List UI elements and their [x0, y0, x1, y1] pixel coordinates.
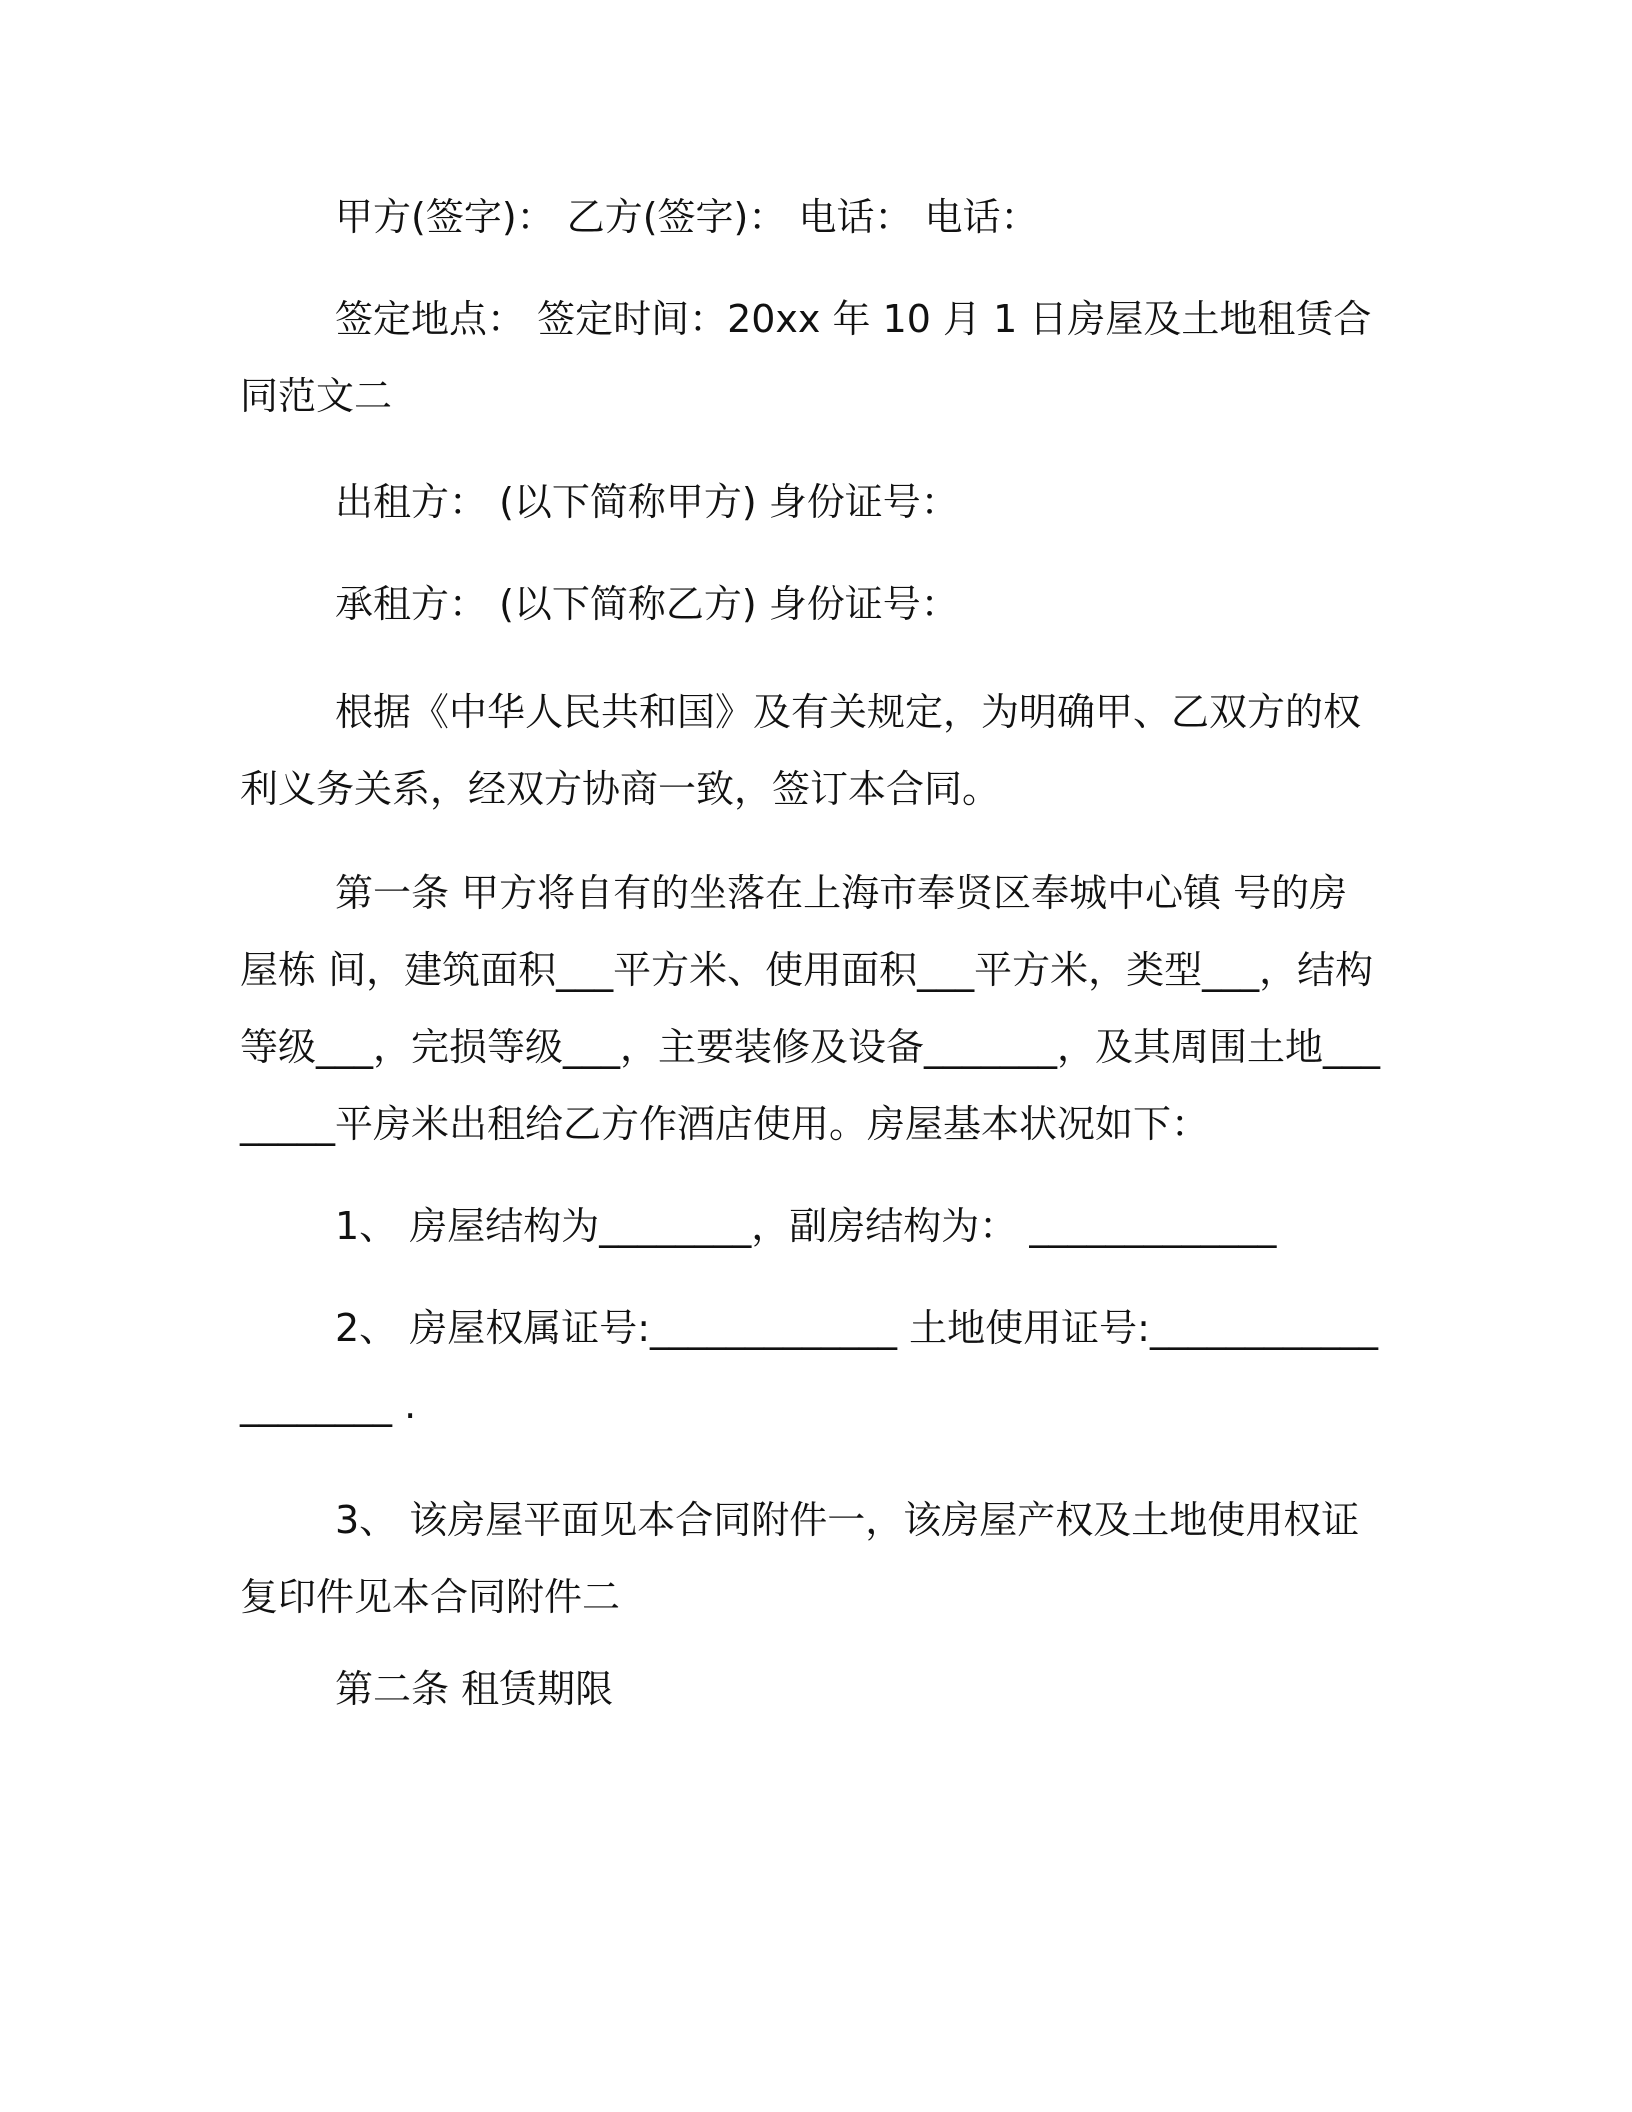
article-one-paragraph: 第一条 甲方将自有的坐落在上海市奉贤区奉城中心镇 号的房屋栋 间，建筑面积___平方米、使用面积___平方米，类型___，结构等级___，完损等级___，主要装修及设备_______，及其周围土地________平房米出租给乙方作酒店使用。房屋基本状况如下： [240, 871, 1381, 1146]
lessor-line: 出租方： (以下简称甲方) 身份证号： [335, 480, 959, 524]
signature-line: 甲方(签字)： 乙方(签字)： 电话： 电话： [335, 195, 1039, 239]
item-two: 2、 房屋权属证号:_____________ 土地使用证号:____________________ . [240, 1306, 1378, 1427]
item-three: 3、 该房屋平面见本合同附件一，该房屋产权及土地使用权证复印件见本合同附件二 [240, 1498, 1360, 1619]
preamble-paragraph: 根据《中华人民共和国》及有关规定，为明确甲、乙双方的权利义务关系，经双方协商一致，签订本合同。 [240, 690, 1362, 811]
signing-place-date: 签定地点： 签定时间：20xx 年 10 月 1 日房屋及土地租赁合同范文二 [240, 297, 1372, 418]
lessee-line: 承租方： (以下简称乙方) 身份证号： [335, 582, 959, 626]
item-one: 1、 房屋结构为________，副房结构为： _____________ [335, 1204, 1277, 1248]
article-two-heading: 第二条 租赁期限 [335, 1667, 614, 1711]
